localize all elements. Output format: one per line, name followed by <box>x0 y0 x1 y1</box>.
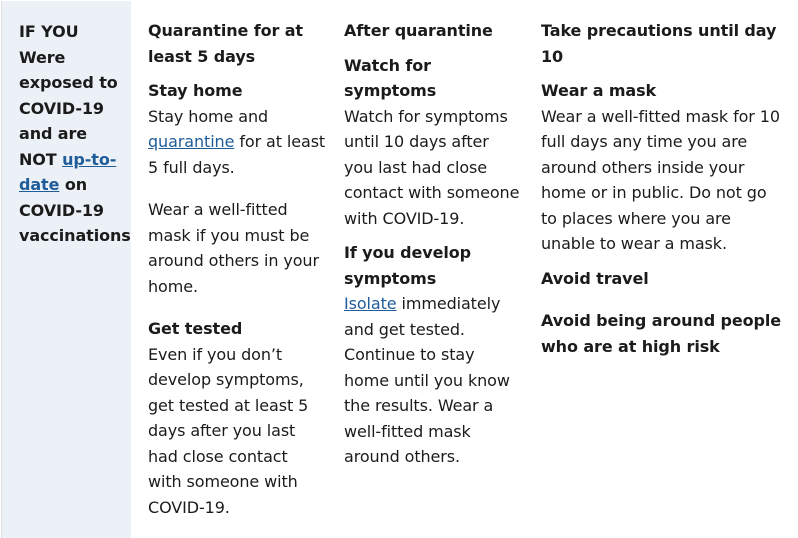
column-precautions <box>541 18 786 359</box>
mask-at-home-text: Wear a well-fitted mask if you must be around others in your home. <box>148 200 319 296</box>
stay-home-text-before: Stay home and <box>148 106 269 126</box>
develop-symptoms-text-after: immediately and get tested. Continue to stay home until you know the results. Wear a well-fitted mask around others. <box>344 294 510 466</box>
up-to-date-link[interactable]: up-to-date <box>19 149 117 194</box>
column-quarantine <box>148 18 326 537</box>
stay-home-text-after: for at least 5 full days. <box>148 132 326 177</box>
column-heading-after-quarantine: After quarantine <box>344 21 493 40</box>
quarantine-link[interactable]: quarantine <box>148 132 235 151</box>
stay-home-text <box>148 104 326 181</box>
column-heading-precautions: Take precautions until day 10 <box>541 21 777 66</box>
watch-symptoms-title: Watch for symptoms <box>344 55 437 100</box>
row-header-line3: on COVID-19 vaccinations <box>19 175 131 245</box>
row-header-line2: Were exposed to COVID-19 and are NOT <box>19 47 118 169</box>
avoid-high-risk-title: Avoid being around people who are at high risk <box>541 311 782 356</box>
get-tested-text: Even if you don’t develop symptoms, get tested at least 5 days after you last had close contact with someone with COVID-19. <box>148 344 309 517</box>
avoid-travel-title: Avoid travel <box>541 268 649 288</box>
column-heading-quarantine: Quarantine for at least 5 days <box>148 21 303 66</box>
develop-symptoms-text <box>344 291 522 470</box>
row-header-line1: IF YOU <box>19 22 79 41</box>
column-after-quarantine <box>344 18 522 487</box>
stay-home-title: Stay home <box>148 81 243 100</box>
row-header-text <box>19 19 129 249</box>
get-tested-title: Get tested <box>148 319 243 338</box>
wear-mask-text: Wear a well-fitted mask for 10 full days any time you are around others inside your home or in public. Do not go to places where you are unable to wear a mask. <box>541 106 780 253</box>
isolate-link[interactable]: Isolate <box>344 294 397 313</box>
row-header-cell <box>1 1 131 538</box>
develop-symptoms-title: If you develop symptoms <box>344 243 471 288</box>
wear-mask-title: Wear a mask <box>541 81 657 100</box>
watch-symptoms-text: Watch for symptoms until 10 days after you last had close contact with someone with COVID-19. <box>344 106 520 228</box>
